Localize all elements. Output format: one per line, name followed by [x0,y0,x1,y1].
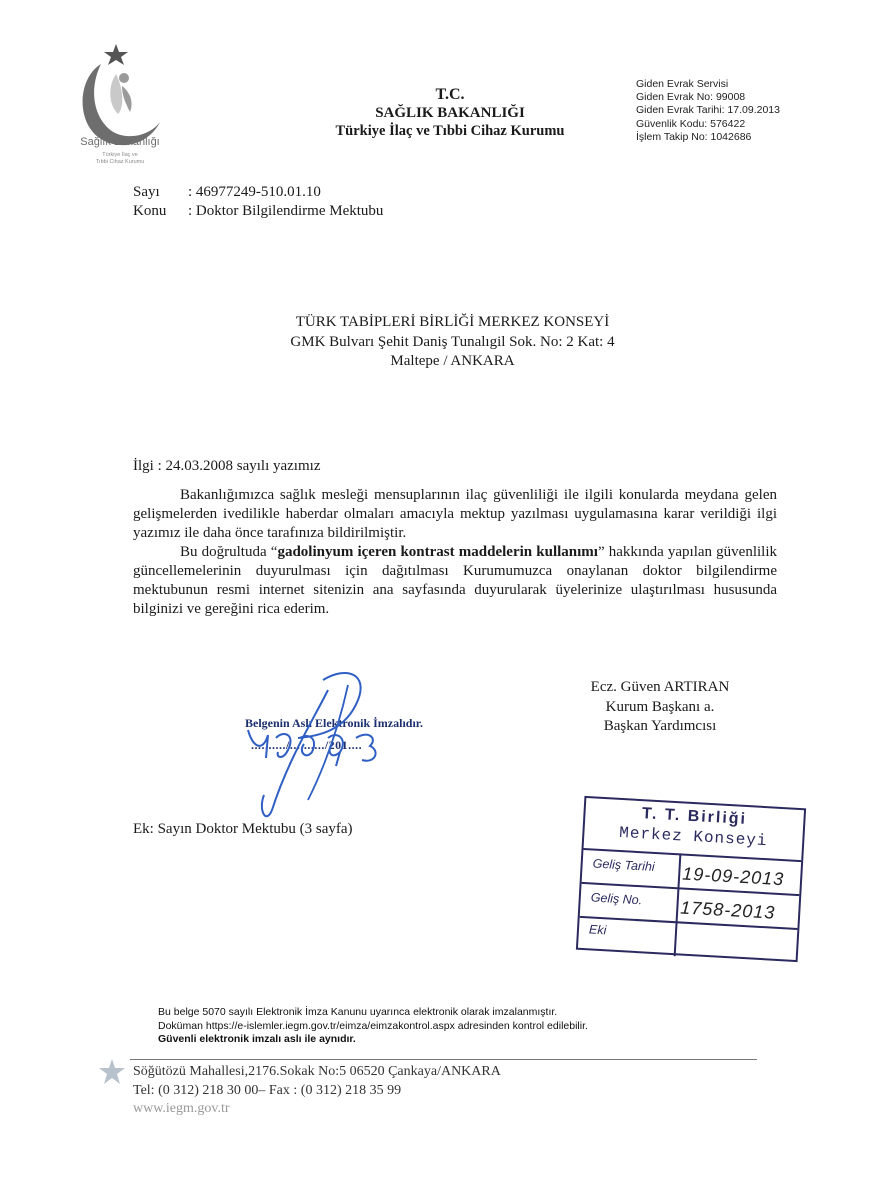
stamp-row-label: Eki [588,922,607,938]
handwritten-signature-icon [228,660,428,830]
signatory-block [560,678,760,737]
electronic-signature-note: Belgenin Aslı Elektronik İmzalıdır. [245,716,424,730]
paragraph-text: Bu doğrultuda “ [180,544,278,560]
legal-notice [158,1006,588,1047]
outgoing-info-line: Giden Evrak Servisi [636,78,729,90]
footer-contact [133,1063,501,1119]
recipient-address [200,313,705,372]
logo-subtitle-line: Türkiye İlaç ve [102,152,138,158]
logo-subtitle [64,152,176,166]
footer-divider [130,1059,757,1060]
reference-number-label: Sayı [133,184,160,200]
signatory-line: Başkan Yardımcısı [603,718,717,734]
signatory-line: Kurum Başkanı a. [605,698,715,715]
stamp-title: T. T. Birliği [641,805,748,829]
outgoing-info-line: Giden Evrak Tarihi: 17.09.2013 [636,104,780,117]
letterhead-line: T.C. [435,86,465,103]
stamp-row-value: 19-09-2013 [681,863,785,890]
reference-number-row [133,182,321,202]
recipient-line: Maltepe / ANKARA [390,353,515,369]
reference-number-value: : 46977249-510.01.10 [188,184,321,200]
outgoing-info-line: Giden Evrak No: 99008 [636,91,746,104]
footer-address: Söğütözü Mahallesi,2176.Sokak No:5 06520 Çankaya/ANKARA [133,1064,501,1079]
subject-value: : Doktor Bilgilendirme Mektubu [188,203,384,219]
paragraph-text: Bakanlığımızca sağlık mesleği mensuplarının ilaç güvenliliği ile ilgili konularda meydana gelen gelişmelerden ivedilikle haberdar olmaları amacıyla mektup yazılması uygulamasına karar verildiği ilgi yazımız ile daha önce tarafınıza bildirilmiştir. [133,487,777,541]
footer-website: www.iegm.gov.tr [133,1101,230,1116]
signatory-line: Ecz. Güven ARTIRAN [590,679,730,695]
stamp-row-value: 1758-2013 [679,897,776,923]
subject-label: Konu [133,203,167,219]
logo-title: Sağlık Bakanlığı [80,136,160,148]
letterhead [300,86,600,141]
attachment-line: Ek: Sayın Doktor Mektubu (3 sayfa) [133,821,353,837]
letterhead-line: SAĞLIK BAKANLIĞI [375,105,525,121]
paragraph-text: ” hakkında yapılan güvenlilik güncellemelerinin duyurulması için dağıtılması Kurumumuzca onaylanan doktor bilgilendirme mektubunun resmi internet sitenizin ana sayfasında duyurularak üyelerinize ulaştırılması hususunda bilginizi ve gereğini rica ederim. [133,544,778,617]
subject-row [133,201,383,221]
electronic-signature-date-line: ........../........../201.... [251,738,363,752]
letterhead-line: Türkiye İlaç ve Tıbbi Cihaz Kurumu [335,123,565,139]
stamp-subtitle: Merkez Konseyi [618,823,768,851]
logo-subtitle-line: Tıbbi Cihaz Kurumu [95,159,145,165]
legal-notice-line: Bu belge 5070 sayılı Elektronik İmza Kanunu uyarınca elektronik olarak imzalanmıştır. [158,1006,558,1018]
outgoing-document-info [636,78,780,144]
outgoing-info-line: Güvenlik Kodu: 576422 [636,117,746,130]
reference-line: İlgi : 24.03.2008 sayılı yazımız [133,458,321,474]
body-paragraph [133,486,777,543]
legal-notice-line: Doküman https://e-islemler.iegm.gov.tr/eimza/eimzakontrol.aspx adresinden kontrol edilebilir. [158,1019,588,1032]
stamp-row-label: Geliş Tarihi [592,856,656,874]
outgoing-info-line: İşlem Takip No: 1042686 [636,130,752,143]
paragraph-bold-text: gadolinyum içeren kontrast maddelerin kullanımı [277,544,598,560]
recipient-line: GMK Bulvarı Şehit Daniş Tunalıgil Sok. No: 2 Kat: 4 [290,333,615,350]
received-stamp [576,796,806,962]
footer-phone: Tel: (0 312) 218 30 00– Fax : (0 312) 218 35 99 [133,1082,402,1098]
stamp-row-label: Geliş No. [590,890,643,908]
legal-notice-line: Güvenli elektronik imzalı aslı ile aynıdır. [158,1033,356,1045]
star-icon [98,1058,126,1086]
recipient-line: TÜRK TABİPLERİ BİRLİĞİ MERKEZ KONSEYİ [295,314,610,330]
body-paragraph [133,543,777,619]
